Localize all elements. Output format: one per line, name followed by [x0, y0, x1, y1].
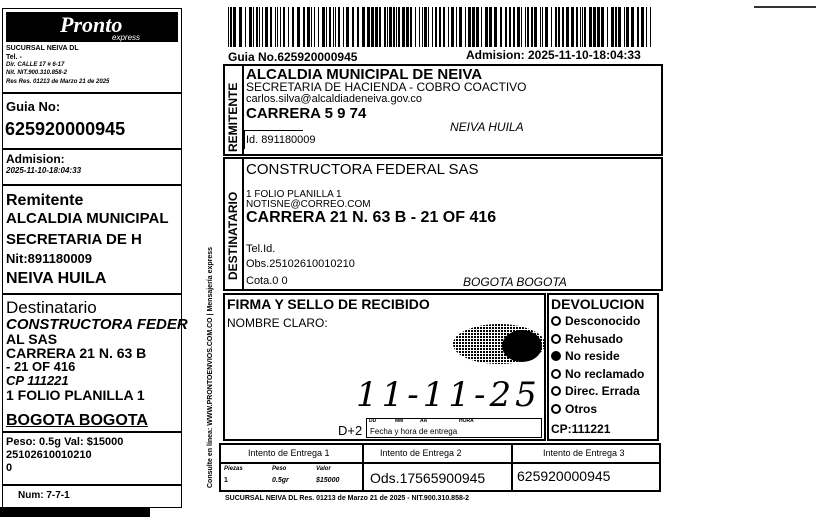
header-admision: Admision: 2025-11-10-18:04:33 [466, 48, 641, 62]
intento-1-label: Intento de Entrega 1 [248, 448, 330, 458]
remitente-dept: SECRETARIA DE HACIENDA - COBRO COACTIVO [246, 80, 527, 94]
devolucion-option-label: Rehusado [565, 331, 624, 346]
radio-icon [551, 404, 561, 414]
destinatario-address: CARRERA 21 N. 63 B - 21 OF 416 [246, 209, 497, 226]
piezas-label: Piezas [224, 466, 243, 472]
radio-icon [551, 334, 561, 344]
guia-label: Guia No: [6, 99, 61, 114]
devolucion-cp: CP:111221 [551, 422, 611, 436]
devolucion-option-label: No reclamado [565, 366, 645, 381]
remitente-city: NEIVA HUILA [450, 120, 524, 134]
destinatario-cp: CP 111221 [6, 373, 69, 388]
peso-value: 0.5gr [272, 477, 289, 484]
d-plus-2: D+2 [338, 423, 363, 438]
header-guia: Guia No.625920000945 [228, 50, 358, 64]
intento-3-label: Intento de Entrega 3 [543, 448, 625, 458]
handwritten-date: 11-11-25 [356, 375, 541, 415]
branch-dir: Dir. CALLE 17 # 6-17 [6, 62, 65, 68]
hora-label: HORA [459, 418, 474, 424]
devolucion-title: DEVOLUCION [551, 296, 645, 312]
destinatario-folio: 1 FOLIO PLANILLA 1 [246, 189, 342, 200]
firma-title: FIRMA Y SELLO DE RECIBIDO [227, 296, 430, 312]
remitente-label: Remitente [6, 192, 84, 209]
peso-valor: Peso: 0.5g Val: $15000 [6, 436, 124, 448]
devolucion-option [551, 350, 620, 362]
guia-number: 625920000945 [5, 119, 126, 139]
remitente-email: carlos.silva@alcaldiadeneiva.gov.co [246, 93, 423, 105]
remitente-line1: ALCALDIA MUNICIPAL [6, 210, 169, 227]
destinatario-line3: CARRERA 21 N. 63 B [6, 345, 147, 361]
divider [3, 184, 181, 186]
devolucion-option [551, 385, 640, 397]
branch-nit: Nit. NIT.900.310.858-2 [6, 70, 67, 76]
logo: Pronto [60, 12, 123, 37]
remitente-address: CARRERA 5 9 74 [246, 105, 367, 122]
remitente-id: Id. 891180009 [246, 134, 316, 146]
scan-mark [754, 6, 816, 8]
branch-name: SUCURSAL NEIVA DL [6, 45, 79, 52]
branch-tel: Tel. - [6, 54, 22, 61]
destinatario-line2: AL SAS [6, 331, 58, 347]
intento-2-label: Intento de Entrega 2 [380, 448, 462, 458]
destinatario-line4: - 21 OF 416 [6, 359, 76, 374]
valor-value: $15000 [316, 477, 340, 484]
divider [3, 484, 181, 486]
divider [3, 148, 181, 150]
destinatario-folio: 1 FOLIO PLANILLA 1 [6, 387, 145, 403]
devolucion-option [551, 333, 623, 345]
remitente-city: NEIVA HUILA [6, 270, 107, 287]
fecha-hora-label: Fecha y hora de entrega [370, 427, 458, 436]
remitente-nit: Nit:891180009 [6, 251, 93, 266]
nombre-claro: NOMBRE CLARO: [227, 316, 328, 330]
destinatario-tab: DESTINATARIO [226, 191, 240, 280]
devolucion-option-label: Desconocido [565, 314, 641, 328]
devolucion-option-label: No reside [565, 349, 620, 363]
destinatario-label: Destinatario [6, 298, 97, 317]
website-vertical-note: Consulte en línea: WWW.PRONTOENVIOS.COM.CO | Mensajería express [207, 246, 214, 488]
zero-value: 0 [6, 462, 13, 474]
footer-note: SUCURSAL NEIVA DL Res. 01213 de Marzo 21 de 2025 - NIT.900.310.858-2 [225, 495, 470, 502]
admision-value: 2025-11-10-18:04:33 [6, 166, 82, 175]
aa-label: AA [420, 418, 428, 424]
divider [242, 157, 244, 291]
intento-guia-number: 625920000945 [517, 468, 611, 484]
radio-icon [551, 316, 561, 326]
remitente-line2: SECRETARIA DE H [6, 231, 142, 248]
id-bracket [244, 130, 303, 149]
piezas-value: 1 [224, 477, 228, 484]
devolucion-option [551, 403, 597, 415]
stamp-mark [447, 318, 547, 368]
valor-label: Valor [316, 466, 331, 472]
remitente-name: ALCALDIA MUNICIPAL DE NEIVA [246, 66, 483, 83]
branch-res: Res Res. 01213 de Marzo 21 de 2025 [6, 79, 110, 85]
admision-label: Admision: [6, 152, 65, 166]
destinatario-email: NOTISNE@CORREO.COM [246, 199, 371, 210]
destinatario-cota: Cota.0 0 [246, 275, 288, 287]
destinatario-name: CONSTRUCTORA FEDERAL SAS [246, 161, 479, 178]
destinatario-line1: CONSTRUCTORA FEDER [6, 316, 188, 333]
destinatario-city: BOGOTA BOGOTA [6, 412, 148, 429]
divider [3, 293, 181, 295]
destinatario-tel: Tel.Id. [246, 243, 276, 255]
divider [219, 462, 661, 464]
remitente-tab: REMITENTE [226, 82, 240, 152]
dd-label: DD [369, 418, 377, 424]
barcode [226, 3, 657, 50]
mm-label: MM [395, 418, 404, 424]
divider [511, 443, 513, 492]
devolucion-option [551, 315, 640, 327]
radio-icon [551, 369, 561, 379]
divider [3, 431, 181, 433]
reference-number: 25102610010210 [6, 449, 92, 461]
bottom-bar [0, 507, 150, 517]
divider [3, 92, 181, 94]
logo-sub: express [112, 33, 141, 42]
destinatario-city: BOGOTA BOGOTA [463, 275, 567, 289]
radio-icon [551, 386, 561, 396]
num-value: Num: 7-7-1 [18, 490, 70, 501]
devolucion-option-label: Direc. Errada [565, 384, 640, 398]
ods-number: Ods.17565900945 [370, 470, 486, 486]
radio-icon [551, 351, 561, 361]
devolucion-option [551, 368, 644, 380]
peso-label: Peso [272, 466, 287, 472]
divider [362, 443, 364, 492]
devolucion-option-label: Otros [565, 401, 598, 416]
destinatario-obs: Obs.25102610010210 [246, 258, 355, 270]
